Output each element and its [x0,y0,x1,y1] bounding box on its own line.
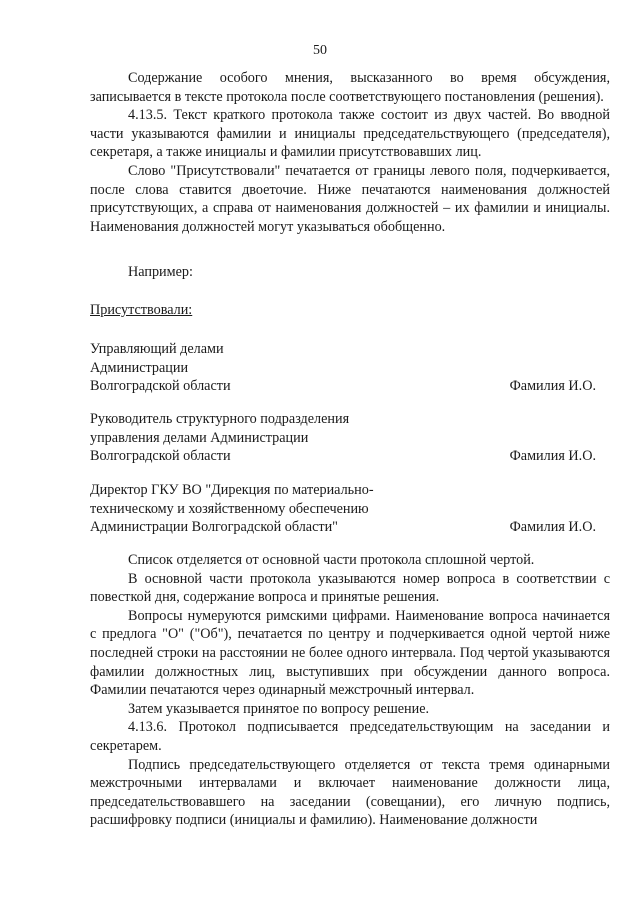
paragraph: Список отделяется от основной части протокола сплошной чертой. [128,552,535,568]
present-label: Присутствовали: [90,302,193,318]
attendee-name: Фамилия И.О. [509,448,596,465]
paragraph: Вопросы нумеруются римскими цифрами. Наименование вопроса начинается с предлога "О" ("Об"), печатается по центру и подчеркивается одной чертой ниже последней строки на расстоянии не более одного интервала. Под чертой указываются фамилии должностных лиц, выступивших при обсуждении данного вопроса. Фамилии печатаются через одинарный межстрочный интервал. [90,607,610,699]
attendee-entry [90,481,610,537]
attendee-name: Фамилия И.О. [509,519,596,536]
position-title: Управляющий делами Администрации Волгоградской области [90,341,231,395]
main-text [90,551,610,830]
paragraph: 4.13.5. Текст краткого протокола также состоит из двух частей. Во вводной части указываются фамилии и инициалы председательствующего (председателя), секретаря, а также инициалы и фамилии присутствовавших лиц. [90,107,610,161]
attendee-entry [90,410,610,466]
attendee-name: Фамилия И.О. [509,378,596,395]
paragraph: В основной части протокола указываются номер вопроса в соответствии с повесткой дня, содержание вопроса и принятые решения. [90,570,610,606]
paragraph: Слово "Присутствовали" печатается от границы левого поля, подчеркивается, после слова ставится двоеточие. Ниже печатаются наименования должностей присутствующих, а справа от наименования должностей – их фамилии и инициалы. Наименования должностей могут указываться обобщенно. [90,162,610,235]
paragraph: Затем указывается принятое по вопросу решение. [128,700,430,717]
attendee-entry [90,340,610,396]
position-title: Руководитель структурного подразделения управления делами Администрации Волгоградской области [90,411,350,465]
intro-text [90,69,610,236]
paragraph: Содержание особого мнения, высказанного во время обсуждения, записывается в тексте протокола после соответствующего постановления (решения). [90,70,610,105]
page-number: 50 [313,43,327,58]
paragraph: Подпись председательствующего отделяется от текста тремя одинарными межстрочными интервалами и включает наименование должности лица, председательствовавшего на заседании (совещании), его личную подпись, расшифровку подписи (инициалы и фамилию). Наименование должности [90,756,610,829]
example-label: Например: [128,264,193,280]
position-title: Директор ГКУ ВО "Дирекция по материально- техническому и хозяйственному обеспечению Администрации Волгоградской области" [90,482,374,536]
paragraph: 4.13.6. Протокол подписывается председательствующим на заседании и секретарем. [90,719,610,754]
